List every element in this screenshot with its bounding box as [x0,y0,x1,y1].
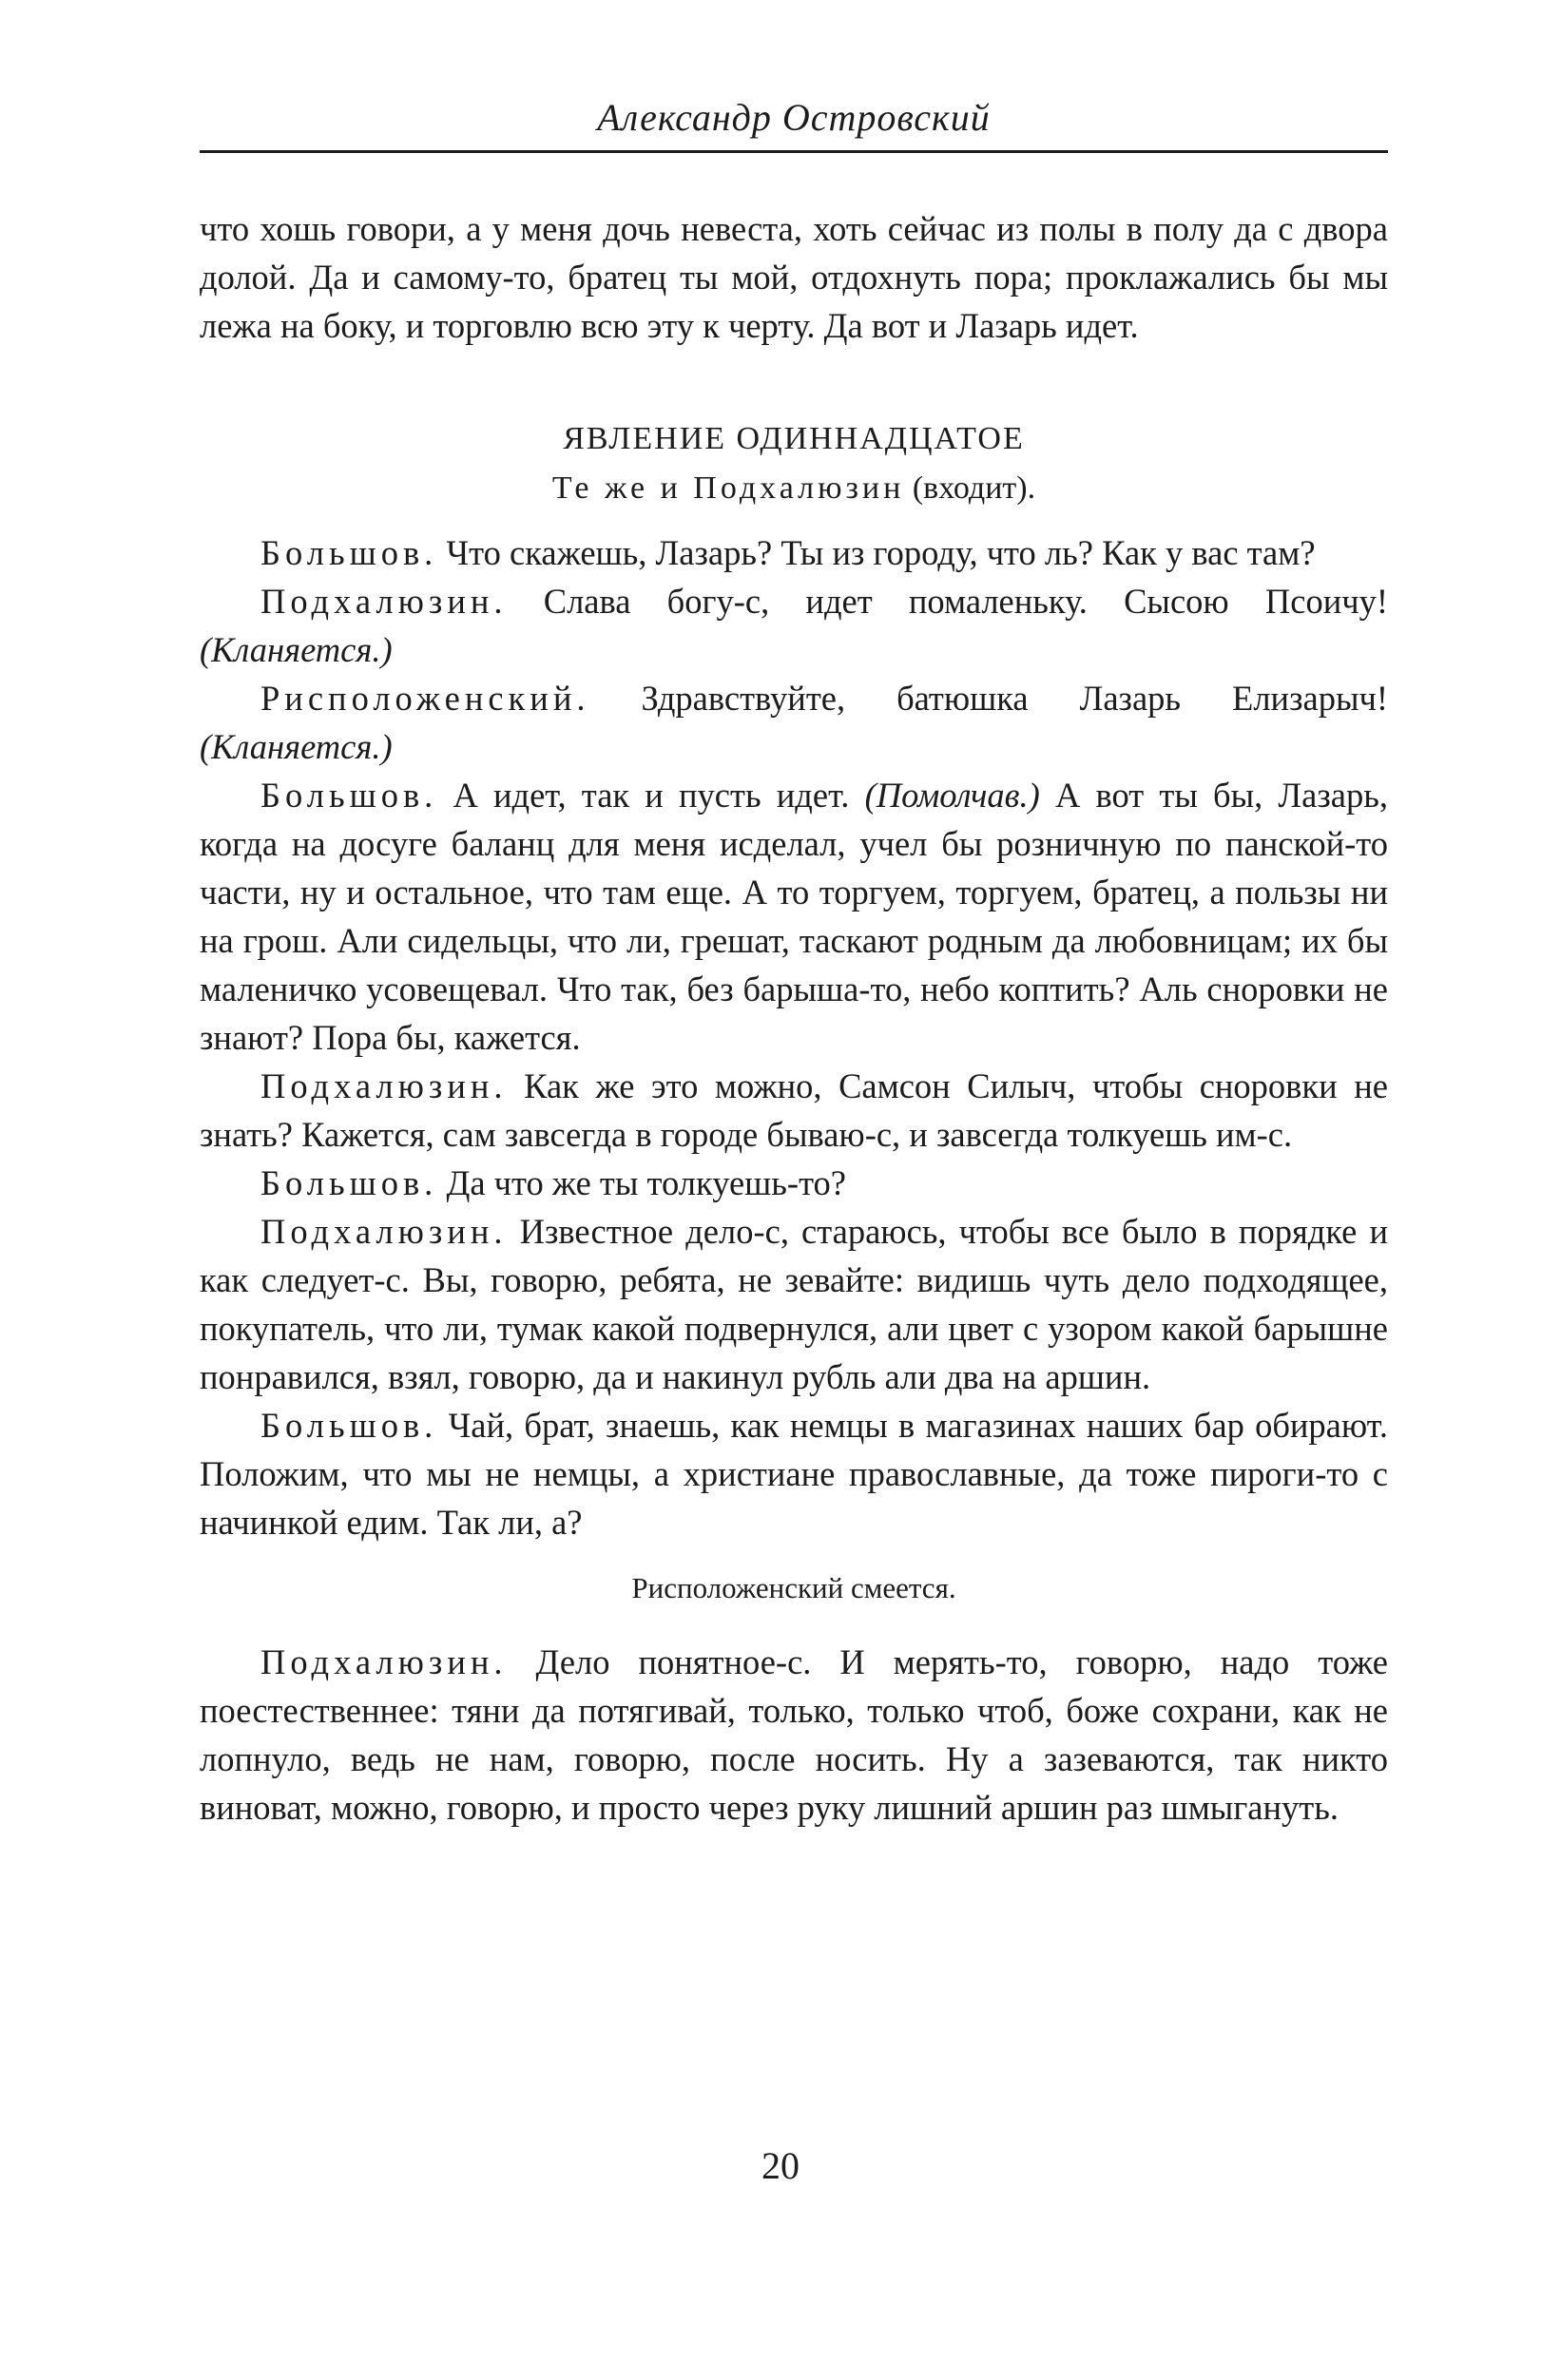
speaker-name: Подхалюзин. [260,1642,508,1681]
dialogue-line-rispolozhensky-1 [200,674,1388,771]
stage-direction-inline: (Кланяется.) [200,727,393,766]
speaker-name: Большов. [260,1163,438,1202]
scene-title: ЯВЛЕНИЕ ОДИННАДЦАТОЕ [563,421,1025,456]
running-head [200,95,1388,153]
speaker-name: Большов. [260,1406,438,1445]
page-body [200,204,1388,1832]
dialogue-line-podkhalyuzin-3 [200,1207,1388,1401]
page-number: 20 [761,2144,800,2187]
stage-direction-inline: (Помолчав.) [864,776,1040,815]
scene-cast-names: Те же и Подхалюзин [551,470,905,506]
speech-text: Слава богу-с, идет помаленьку. Сысою Псоичу! [507,582,1388,621]
speech-text: Известное дело-с, стараюсь, чтобы все было в порядке и как следует-с. Вы, говорю, ребята, не зевайте: видишь чуть дело подходящее, покупатель, что ли, тумак какой подвернулся, али цвет с узором какой барышне понравился, взял, говорю, да и накинул рубль али два на аршин. [200,1212,1388,1396]
dialogue-line-bolshov-1 [200,528,1388,577]
dialogue-line-podkhalyuzin-1 [200,577,1388,674]
book-page [200,95,1388,1832]
dialogue-line-bolshov-2 [200,771,1388,1062]
speaker-name: Подхалюзин. [260,1212,508,1251]
scene-cast-note: (входит). [912,470,1036,506]
speech-text: Да что же ты толкуешь-то? [437,1163,846,1202]
dialogue-line-bolshov-4 [200,1401,1388,1546]
continuation-paragraph: что хошь говори, а у меня дочь невеста, хоть сейчас из полы в полу да с двора долой. Да и самому-то, братец ты мой, отдохнуть пора; проклажались бы мы лежа на боку, и торговлю всю эту к черту. Да вот и Лазарь идет. [200,209,1388,345]
speech-text: Здравствуйте, батюшка Лазарь Елизарыч! [589,679,1388,718]
dialogue-line-bolshov-3 [200,1159,1388,1207]
running-head-author: Александр Островский [597,96,991,139]
speaker-name: Рисположенский. [260,679,590,718]
stage-direction: Рисположенский смеется. [631,1571,956,1604]
speaker-name: Большов. [260,533,438,572]
speech-text: Что скажешь, Лазарь? Ты из городу, что ль? Как у вас там? [437,533,1316,572]
scene-cast [200,466,1388,511]
speech-text: Чай, брат, знаешь, как немцы в магазинах наших бар обирают. Положим, что мы не немцы, а христиане православные, да тоже пироги-то с начинкой едим. Так ли, а? [200,1406,1388,1542]
speech-text: А идет, так и пусть идет. [437,776,865,815]
dialogue-line-podkhalyuzin-4 [200,1638,1388,1832]
speech-text-continued: А вот ты бы, Лазарь, когда на досуге баланц для меня исделал, учел бы розничную по панской-то части, ну и остальное, что там еще. А то торгуем, торгуем, братец, а пользы ни на грош. Али сидельцы, что ли, грешат, таскают родным да любовницам; их бы маленичко усовещевал. Что так, без барыша-то, небо коптить? Аль сноровки не знают? Пора бы, кажется. [200,776,1389,1057]
speaker-name: Подхалюзин. [260,1066,508,1105]
speaker-name: Подхалюзин. [260,582,508,621]
speaker-name: Большов. [260,776,438,815]
stage-direction-inline: (Кланяется.) [200,630,393,669]
speech-text: Дело понятное-с. И мерять-то, говорю, надо тоже поестественнее: тяни да потягивай, только, только чтоб, боже сохрани, как не лопнуло, ведь не нам, говорю, после носить. Ну а зазеваются, так никто виноват, можно, говорю, и просто через руку лишний аршин раз шмыгануть. [200,1642,1388,1827]
speech-text: Как же это можно, Самсон Силыч, чтобы сноровки не знать? Кажется, сам завсегда в городе бываю-с, и завсегда толкуешь им-с. [200,1066,1388,1154]
dialogue-line-podkhalyuzin-2 [200,1062,1388,1159]
